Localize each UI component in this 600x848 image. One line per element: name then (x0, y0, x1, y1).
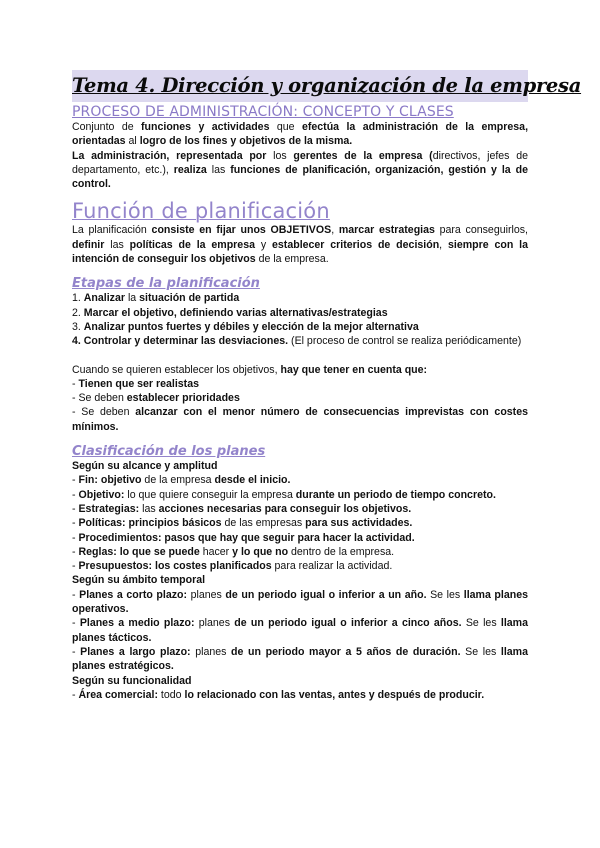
text-run: Estrategias: (78, 502, 140, 515)
text-run: (El proceso de control se realiza periódicamente) (288, 335, 522, 348)
text-run: planes (187, 588, 226, 601)
text-run: acciones necesarias para conseguir los objetivos. (158, 502, 412, 515)
text-run: Conjunto de (72, 121, 142, 133)
text-run: siempre con la intención de conseguir los objetivos (72, 238, 529, 266)
text-run: situación de partida (139, 292, 240, 305)
text-run: planes (194, 617, 235, 630)
text-run: 1. (72, 292, 84, 305)
text-run: al (125, 135, 140, 148)
text-run: efectúa la administración de la empresa, orientadas (72, 121, 529, 148)
text-run: las (206, 163, 231, 176)
text-run: funciones de planificación, organización, gestión y la de control. (72, 163, 529, 191)
text-run: - (72, 545, 79, 558)
page-title: Tema 4. Dirección y organización de la empresa (72, 74, 582, 97)
text-run: , (439, 238, 448, 251)
paragraph-administracion (72, 149, 528, 192)
text-run: Según su alcance y amplitud (72, 460, 218, 473)
text-run: - Se deben (72, 406, 136, 419)
list-line (72, 306, 528, 320)
text-run: las (139, 502, 159, 515)
text-run: Planes a medio plazo: (79, 617, 195, 630)
text-run: realiza (173, 163, 207, 176)
text-run: Políticas: principios básicos (78, 517, 222, 530)
list-line (72, 459, 528, 473)
text-run: - (72, 688, 79, 701)
text-run: - Se deben (72, 392, 127, 405)
text-run: marcar estrategias (338, 224, 435, 237)
text-run: lo relacionado con las ventas, antes y después de producir. (184, 688, 485, 701)
text-run: planes (190, 645, 232, 658)
text-run: Según su ámbito temporal (72, 574, 206, 587)
text-run: - (72, 502, 79, 515)
text-run: - (72, 474, 79, 487)
list-line (72, 645, 528, 674)
text-run: establecer criterios de decisión (272, 238, 440, 251)
text-run: políticas de la empresa (129, 238, 255, 251)
etapas-list (72, 291, 528, 348)
text-run: funciones y actividades (141, 121, 270, 133)
text-run: - (72, 560, 79, 573)
paragraph-definicion (72, 120, 528, 149)
text-run: y (254, 238, 273, 251)
list-line (72, 377, 528, 391)
text-run: directivos, jefes de departamento, etc.), (72, 149, 528, 176)
text-run: para sus actividades. (305, 517, 413, 530)
text-run: Planes a largo plazo: (80, 645, 191, 658)
text-run: Analizar puntos fuertes y débiles y elección de la mejor alternativa (83, 320, 419, 333)
objetivos-list (72, 363, 528, 434)
text-run: llama planes estratégicos. (72, 645, 528, 673)
text-run: Se les (426, 588, 464, 601)
text-run: durante un periodo de tiempo concreto. (295, 488, 496, 501)
paragraph-planificacion (72, 223, 528, 266)
section-heading-planificacion: Función de planificación (72, 199, 330, 224)
list-line (72, 363, 528, 377)
list-line (72, 516, 528, 530)
text-run: las (104, 238, 130, 251)
text-run: de un periodo igual o inferior a cinco años. (234, 617, 462, 630)
text-run: definir (72, 238, 105, 251)
list-line (72, 588, 528, 617)
text-run: Se les (460, 645, 501, 658)
text-run: Se les (461, 617, 501, 630)
text-run: Fin: (78, 474, 98, 487)
text-run: que (269, 121, 302, 133)
text-run: establecer prioridades (126, 392, 240, 405)
text-run: Tienen que ser realistas (78, 377, 199, 390)
list-line (72, 545, 528, 559)
subheading-clasificacion: Clasificación de los planes (72, 444, 266, 460)
list-line (72, 391, 528, 405)
text-run: de las empresas (221, 517, 306, 530)
list-line (72, 688, 528, 702)
text-run: - (72, 517, 79, 530)
text-run: Planes a corto plazo: (79, 588, 188, 601)
text-run: 4. Controlar y determinar las desviaciones. (72, 335, 289, 348)
text-run: todo (157, 688, 185, 701)
list-line (72, 674, 528, 688)
text-run: objetivo (100, 474, 142, 487)
text-run: llama planes operativos. (72, 588, 528, 616)
text-run: 2. (72, 306, 84, 319)
text-run: hacer (199, 545, 233, 558)
text-run: de un periodo igual o inferior a un año. (225, 588, 427, 601)
text-run: Analizar (83, 292, 125, 305)
list-line (72, 488, 528, 502)
text-run: 3. (72, 320, 84, 333)
text-run: gerentes de la empresa ( (293, 149, 433, 162)
text-run: La planificación (72, 224, 152, 237)
text-run: la (125, 292, 140, 305)
text-run: - (72, 488, 79, 501)
text-run: dentro de la empresa. (288, 545, 395, 558)
text-run: llama planes tácticos. (72, 617, 528, 644)
list-line (72, 334, 528, 348)
text-run: Procedimientos: pasos que hay que seguir para hacer la actividad. (78, 531, 415, 544)
text-run: de la empresa. (255, 253, 329, 266)
text-run: de un periodo mayor a 5 años de duración. (231, 645, 461, 658)
text-run: - (72, 377, 79, 390)
clasificacion-list (72, 459, 528, 702)
text-run: Marcar el objetivo, definiendo varias alternativas/estrategias (83, 306, 388, 319)
list-line (72, 559, 528, 573)
text-run: Según su funcionalidad (72, 674, 192, 687)
text-run: de la empresa (141, 474, 215, 487)
list-line (72, 291, 528, 305)
text-run: hay que tener en cuenta que: (280, 363, 428, 376)
text-run: para conseguirlos, (434, 224, 528, 237)
list-line (72, 573, 528, 587)
list-line (72, 502, 528, 516)
text-run: Reglas: lo que se puede (78, 545, 200, 558)
title-band (72, 70, 582, 102)
text-run: Presupuestos: los costes planificados (78, 560, 272, 573)
list-line (72, 616, 528, 645)
text-run: Área comercial: (78, 688, 158, 701)
subheading-etapas: Etapas de la planificación (72, 276, 260, 292)
list-line (72, 405, 528, 434)
text-run: , (331, 224, 339, 237)
section-heading-administracion: PROCESO DE ADMINISTRACIÓN: CONCEPTO Y CLASES (72, 104, 454, 120)
list-line (72, 320, 528, 334)
text-run: Cuando se quieren establecer los objetivos, (72, 363, 281, 376)
list-line (72, 473, 528, 487)
text-run: y lo que no (232, 545, 289, 558)
text-run: - (72, 617, 80, 630)
document-page (72, 70, 582, 702)
list-line (72, 531, 528, 545)
text-run: - (72, 588, 80, 601)
text-run: alcanzar con el menor número de consecuencias imprevistas con costes mínimos. (72, 406, 528, 433)
text-run: desde el inicio. (214, 474, 291, 487)
text-run: - (72, 531, 79, 544)
text-run: los (266, 149, 294, 162)
text-run: lo que quiere conseguir la empresa (124, 488, 296, 501)
text-run: logro de los fines y objetivos de la misma. (139, 135, 353, 148)
text-run: La administración, representada por (72, 149, 267, 162)
text-run: para realizar la actividad. (271, 560, 393, 573)
text-run: Objetivo: (78, 488, 125, 501)
text-run: - (72, 645, 81, 658)
text-run: consiste en fijar unos OBJETIVOS (151, 224, 332, 237)
